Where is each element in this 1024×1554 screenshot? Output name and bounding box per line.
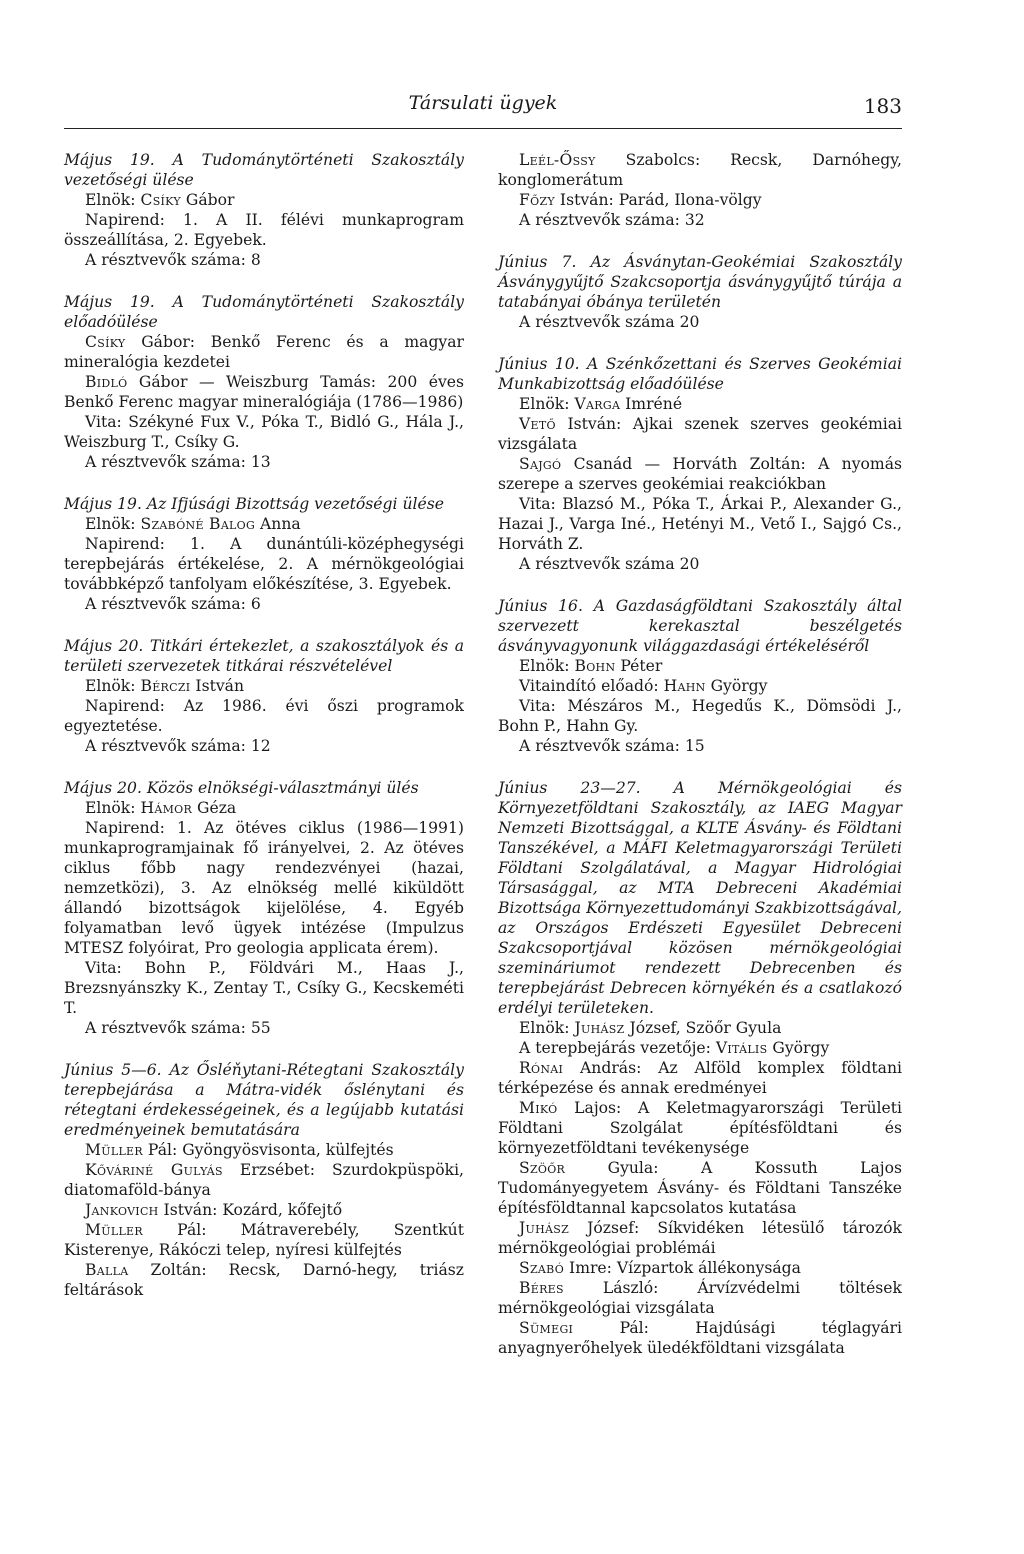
person-name: Szabó bbox=[519, 1259, 565, 1277]
entry-heading bbox=[498, 596, 902, 656]
entry-line bbox=[64, 594, 464, 614]
line-prefix: Elnök: bbox=[85, 799, 141, 817]
entry-line bbox=[498, 1158, 902, 1218]
entry-line bbox=[64, 514, 464, 534]
person-name: Béres bbox=[519, 1279, 564, 1297]
line-text: Vita: Székyné Fux V., Póka T., Bidló G., Hála J., Weiszburg T., Csíky G. bbox=[64, 413, 464, 451]
entry-line bbox=[64, 332, 464, 372]
entry bbox=[64, 1060, 464, 1300]
entry bbox=[64, 778, 464, 1038]
entry-line bbox=[498, 1058, 902, 1098]
line-text: István: Parád, Ilona-völgy bbox=[554, 191, 762, 209]
line-prefix: Elnök: bbox=[519, 657, 575, 675]
entry bbox=[64, 494, 464, 614]
entry-line bbox=[64, 250, 464, 270]
line-prefix: Elnök: bbox=[85, 677, 141, 695]
person-name: Balla bbox=[85, 1261, 129, 1279]
person-name: Bérczi bbox=[140, 677, 191, 695]
line-text: A résztvevők száma: 12 bbox=[85, 737, 271, 755]
line-text: József, Szöőr Gyula bbox=[624, 1019, 782, 1037]
entry-line bbox=[64, 1140, 464, 1160]
person-name: Vető bbox=[519, 415, 556, 433]
line-text: József: Síkvidéken létesülő tározók mérnökgeológiai problémái bbox=[498, 1219, 902, 1257]
entry-line bbox=[64, 372, 464, 412]
entry-line bbox=[498, 696, 902, 736]
entry-line bbox=[498, 1018, 902, 1038]
line-text: A résztvevők száma 20 bbox=[519, 555, 700, 573]
entry bbox=[64, 636, 464, 756]
entry-line bbox=[64, 798, 464, 818]
person-name: Kőváriné Gulyás bbox=[85, 1161, 223, 1179]
entry-line bbox=[64, 1200, 464, 1220]
entry-line bbox=[498, 414, 902, 454]
line-text: Vita: Mészáros M., Hegedűs K., Dömsödi J., Bohn P., Hahn Gy. bbox=[498, 697, 902, 735]
line-text: György bbox=[767, 1039, 830, 1057]
entry-line bbox=[498, 554, 902, 574]
entry bbox=[498, 354, 902, 574]
line-text: Szabolcs: Recsk, Darnóhegy, konglomerátum bbox=[498, 151, 902, 189]
entry-line bbox=[498, 394, 902, 414]
entry-line bbox=[498, 736, 902, 756]
line-text: Csanád — Horváth Zoltán: A nyomás szerepe a szerves geokémiai reakciókban bbox=[498, 455, 902, 493]
entry-line bbox=[64, 1260, 464, 1300]
line-text: A résztvevők száma: 55 bbox=[85, 1019, 271, 1037]
entry-line bbox=[64, 1018, 464, 1038]
line-text: A résztvevők száma: 8 bbox=[85, 251, 261, 269]
line-text: Pál: Hajdúsági téglagyári anyagnyerőhelyek üledékföldtani vizsgálata bbox=[498, 1319, 902, 1357]
entry-line bbox=[498, 1258, 902, 1278]
entry-line bbox=[64, 190, 464, 210]
line-text: Napirend: Az 1986. évi őszi programok egyeztetése. bbox=[64, 697, 464, 735]
entry-line bbox=[498, 312, 902, 332]
line-text: Vita: Bohn P., Földvári M., Haas J., Brezsnyánszky K., Zentay T., Csíky G., Kecskeméti T. bbox=[64, 959, 464, 1017]
line-text: A résztvevők száma 20 bbox=[519, 313, 700, 331]
person-name: Főzy bbox=[519, 191, 555, 209]
entry-line bbox=[498, 190, 902, 210]
entry-title: Az Ősléňytani-Rétegtani Szakosztály terepbejárása a Mátra-vidék őslénytani és rétegtani érdekességeinek, és a legújabb kutatási eredményeinek bemutatására bbox=[64, 1061, 464, 1139]
entry-title: Titkári értekezlet, a szakosztályok és a területi szervezetek titkárai részvételével bbox=[64, 637, 464, 675]
entry-title: A Gazdaságföldtani Szakosztály által szervezett kerekasztal beszélgetés ásványvagyonunk világgazdasági értékeléséről bbox=[498, 597, 902, 655]
page-number: 183 bbox=[863, 94, 902, 118]
entry-title: Az Ifjúsági Bizottság vezetőségi ülése bbox=[146, 495, 444, 513]
line-text: István bbox=[190, 677, 244, 695]
entry-heading bbox=[498, 252, 902, 312]
person-name: Hámor bbox=[140, 799, 193, 817]
line-text: A résztvevők száma: 6 bbox=[85, 595, 261, 613]
line-text: Anna bbox=[255, 515, 301, 533]
person-name: Csíky bbox=[85, 333, 126, 351]
entry-line bbox=[64, 1220, 464, 1260]
line-text: Erzsébet: Szurdokpüspöki, diatomaföld-bánya bbox=[64, 1161, 465, 1199]
person-name: Vitális bbox=[715, 1039, 768, 1057]
line-text: Pál: Mátraverebély, Szentkút Kisterenye, Rákóczi telep, nyíresi külfejtés bbox=[64, 1221, 464, 1259]
entry-line bbox=[64, 534, 464, 594]
entry-title: A Mérnökgeológiai és Környezetföldtani Szakosztály, az IAEG Magyar Nemzeti Bizottsággal, a KLTE Ásvány- és Földtani Tanszékével, a MÁFI Keletmagyarországi Területi Földtani Szolgálatával, a Magyar Hidrológiai Társasággal, az MTA Debreceni Akadémiai Bizottsága Környezettudományi Szakbizottságával, az Országos Erdészeti Egyesület Debreceni Szakcsoportjával közösen mérnökgeológiai szemináriumot rendezett Debrecenben és terepbejárást Debrecen környékén és a csatlakozó erdélyi területeken. bbox=[498, 779, 902, 1017]
entry-title: A Szénkőzettani és Szerves Geokémiai Munkabizottság előadóülése bbox=[498, 355, 902, 393]
entry-line bbox=[64, 958, 464, 1018]
person-name: Szabóné Balog bbox=[140, 515, 256, 533]
line-text: Imréné bbox=[620, 395, 683, 413]
person-name: Bohn bbox=[574, 657, 616, 675]
entry-line bbox=[64, 696, 464, 736]
entry-line bbox=[498, 1038, 902, 1058]
entry-line bbox=[64, 452, 464, 472]
entry bbox=[64, 292, 464, 472]
left-column bbox=[64, 150, 464, 1322]
person-name: Hahn bbox=[663, 677, 706, 695]
line-text: Napirend: 1. A dunántúli-középhegységi terepbejárás értékelése, 2. A mérnökgeológiai továbbképző tanfolyam előkészítése, 3. Egyebek. bbox=[64, 535, 464, 593]
entry-title: A Tudománytörténeti Szakosztály előadóülése bbox=[64, 293, 464, 331]
person-name: Sümegi bbox=[519, 1319, 574, 1337]
line-text: A résztvevők száma: 13 bbox=[85, 453, 271, 471]
entry-heading bbox=[498, 778, 902, 1018]
entry-heading bbox=[64, 1060, 464, 1140]
entry bbox=[498, 778, 902, 1358]
line-prefix: Elnök: bbox=[519, 1019, 575, 1037]
entry bbox=[498, 150, 902, 230]
line-text: A résztvevők száma: 15 bbox=[519, 737, 705, 755]
entry-date: Június 16. bbox=[498, 597, 583, 615]
running-head: Társulati ügyek bbox=[408, 92, 558, 114]
line-text: István: Kozárd, kőfejtő bbox=[158, 1201, 343, 1219]
entry-date: Május 20. bbox=[64, 637, 144, 655]
entry-line bbox=[64, 736, 464, 756]
line-text: László: Árvízvédelmi töltések mérnökgeológiai vizsgálata bbox=[498, 1279, 902, 1317]
person-name: Mikó bbox=[519, 1099, 558, 1117]
entry-title: Közös elnökségi-választmányi ülés bbox=[146, 779, 419, 797]
entry-line bbox=[498, 1318, 902, 1358]
person-name: Müller bbox=[85, 1141, 143, 1159]
person-name: Szöőr bbox=[519, 1159, 566, 1177]
line-prefix: A terepbejárás vezetője: bbox=[519, 1039, 716, 1057]
person-name: Bidló bbox=[85, 373, 128, 391]
entry-date: Június 7. bbox=[498, 253, 577, 271]
person-name: Varga bbox=[574, 395, 621, 413]
entry-title: Az Ásványtan-Geokémiai Szakosztály Ásványgyűjtő Szakcsoportja ásványgyűjtő túrája a tatabányai óbánya területén bbox=[498, 253, 902, 311]
person-name: Juhász bbox=[519, 1219, 570, 1237]
entry-line bbox=[64, 818, 464, 958]
entry-date: Május 19. bbox=[64, 293, 155, 311]
entry-date: Május 20. bbox=[64, 779, 142, 797]
entry-date: Június 10. bbox=[498, 355, 580, 373]
line-text: Imre: Vízpartok állékonysága bbox=[564, 1259, 801, 1277]
entry-heading bbox=[64, 494, 464, 514]
entry-line bbox=[498, 1218, 902, 1258]
person-name: Jankovich bbox=[85, 1201, 159, 1219]
page-header bbox=[64, 92, 902, 129]
line-text: A résztvevők száma: 32 bbox=[519, 211, 705, 229]
line-text: András: Az Alföld komplex földtani térképezése és annak eredményei bbox=[498, 1059, 902, 1097]
entry-line bbox=[498, 1098, 902, 1158]
entry-line bbox=[498, 1278, 902, 1318]
line-text: Napirend: 1. A II. félévi munkaprogram összeállítása, 2. Egyebek. bbox=[64, 211, 464, 249]
entry-line bbox=[498, 150, 902, 190]
entry-heading bbox=[64, 778, 464, 798]
entry bbox=[498, 596, 902, 756]
person-name: Sajgó bbox=[519, 455, 562, 473]
entry-line bbox=[498, 494, 902, 554]
entry-line bbox=[498, 656, 902, 676]
entry-line bbox=[498, 454, 902, 494]
line-text: Lajos: A Keletmagyarországi Területi Földtani Szolgálat építésföldtani és környezetföldtani tevékenysége bbox=[498, 1099, 902, 1157]
person-name: Csíky bbox=[140, 191, 181, 209]
line-prefix: Elnök: bbox=[85, 515, 141, 533]
entry bbox=[498, 252, 902, 332]
entry bbox=[64, 150, 464, 270]
entry-line bbox=[64, 210, 464, 250]
entry-heading bbox=[64, 150, 464, 190]
line-text: Vita: Blazsó M., Póka T., Árkai P., Alexander G., Hazai J., Varga Iné., Hetényi M., Vető I., Sajgó Cs., Horváth Z. bbox=[498, 495, 902, 553]
line-text: György bbox=[705, 677, 768, 695]
entry-title: A Tudománytörténeti Szakosztály vezetőségi ülése bbox=[64, 151, 464, 189]
entry-line bbox=[498, 210, 902, 230]
entry-heading bbox=[498, 354, 902, 394]
entry-line bbox=[498, 676, 902, 696]
entry-line bbox=[64, 412, 464, 452]
person-name: Müller bbox=[85, 1221, 143, 1239]
entry-date: Május 19. bbox=[64, 151, 155, 169]
line-text: Gábor bbox=[180, 191, 235, 209]
line-text: István: Ajkai szenek szerves geokémiai vizsgálata bbox=[498, 415, 902, 453]
line-text: Napirend: 1. Az ötéves ciklus (1986—1991) munkaprogramjainak fő irányelvei, 2. Az ötéves ciklus főbb nagy rendezvényei (hazai, nemzetközi), 3. Az elnökség mellé kiküldött állandó bizottságok kijelölése, 4. Egyéb folyamatban levő ügyek intézése (Impulzus MTESZ folyóirat, Pro geologia applicata érem). bbox=[64, 819, 464, 957]
person-name: Leél-Őssy bbox=[519, 151, 596, 169]
line-prefix: Vitaindító előadó: bbox=[519, 677, 664, 695]
entry-date: Június 5—6. bbox=[64, 1061, 162, 1079]
line-text: Pál: Gyöngyösvisonta, külfejtés bbox=[142, 1141, 394, 1159]
entry-heading bbox=[64, 636, 464, 676]
line-text: Gábor: Benkő Ferenc és a magyar mineralógia kezdetei bbox=[64, 333, 464, 371]
right-column bbox=[498, 150, 902, 1380]
entry-date: Május 19. bbox=[64, 495, 142, 513]
line-text: Péter bbox=[615, 657, 663, 675]
entry-date: Június 23—27. bbox=[498, 779, 641, 797]
line-prefix: Elnök: bbox=[519, 395, 575, 413]
line-text: Géza bbox=[192, 799, 237, 817]
line-text: Zoltán: Recsk, Darnó-hegy, triász feltárások bbox=[64, 1261, 464, 1299]
line-text: Gábor — Weiszburg Tamás: 200 éves Benkő Ferenc magyar mineralógiája (1786—1986) bbox=[64, 373, 464, 411]
entry-heading bbox=[64, 292, 464, 332]
line-prefix: Elnök: bbox=[85, 191, 141, 209]
entry-line bbox=[64, 676, 464, 696]
entry-line bbox=[64, 1160, 464, 1200]
person-name: Juhász bbox=[574, 1019, 625, 1037]
person-name: Rónai bbox=[519, 1059, 564, 1077]
line-text: Gyula: A Kossuth Lajos Tudományegyetem Ásvány- és Földtani Tanszéke építésföldtannal kapcsolatos kutatása bbox=[498, 1159, 902, 1217]
